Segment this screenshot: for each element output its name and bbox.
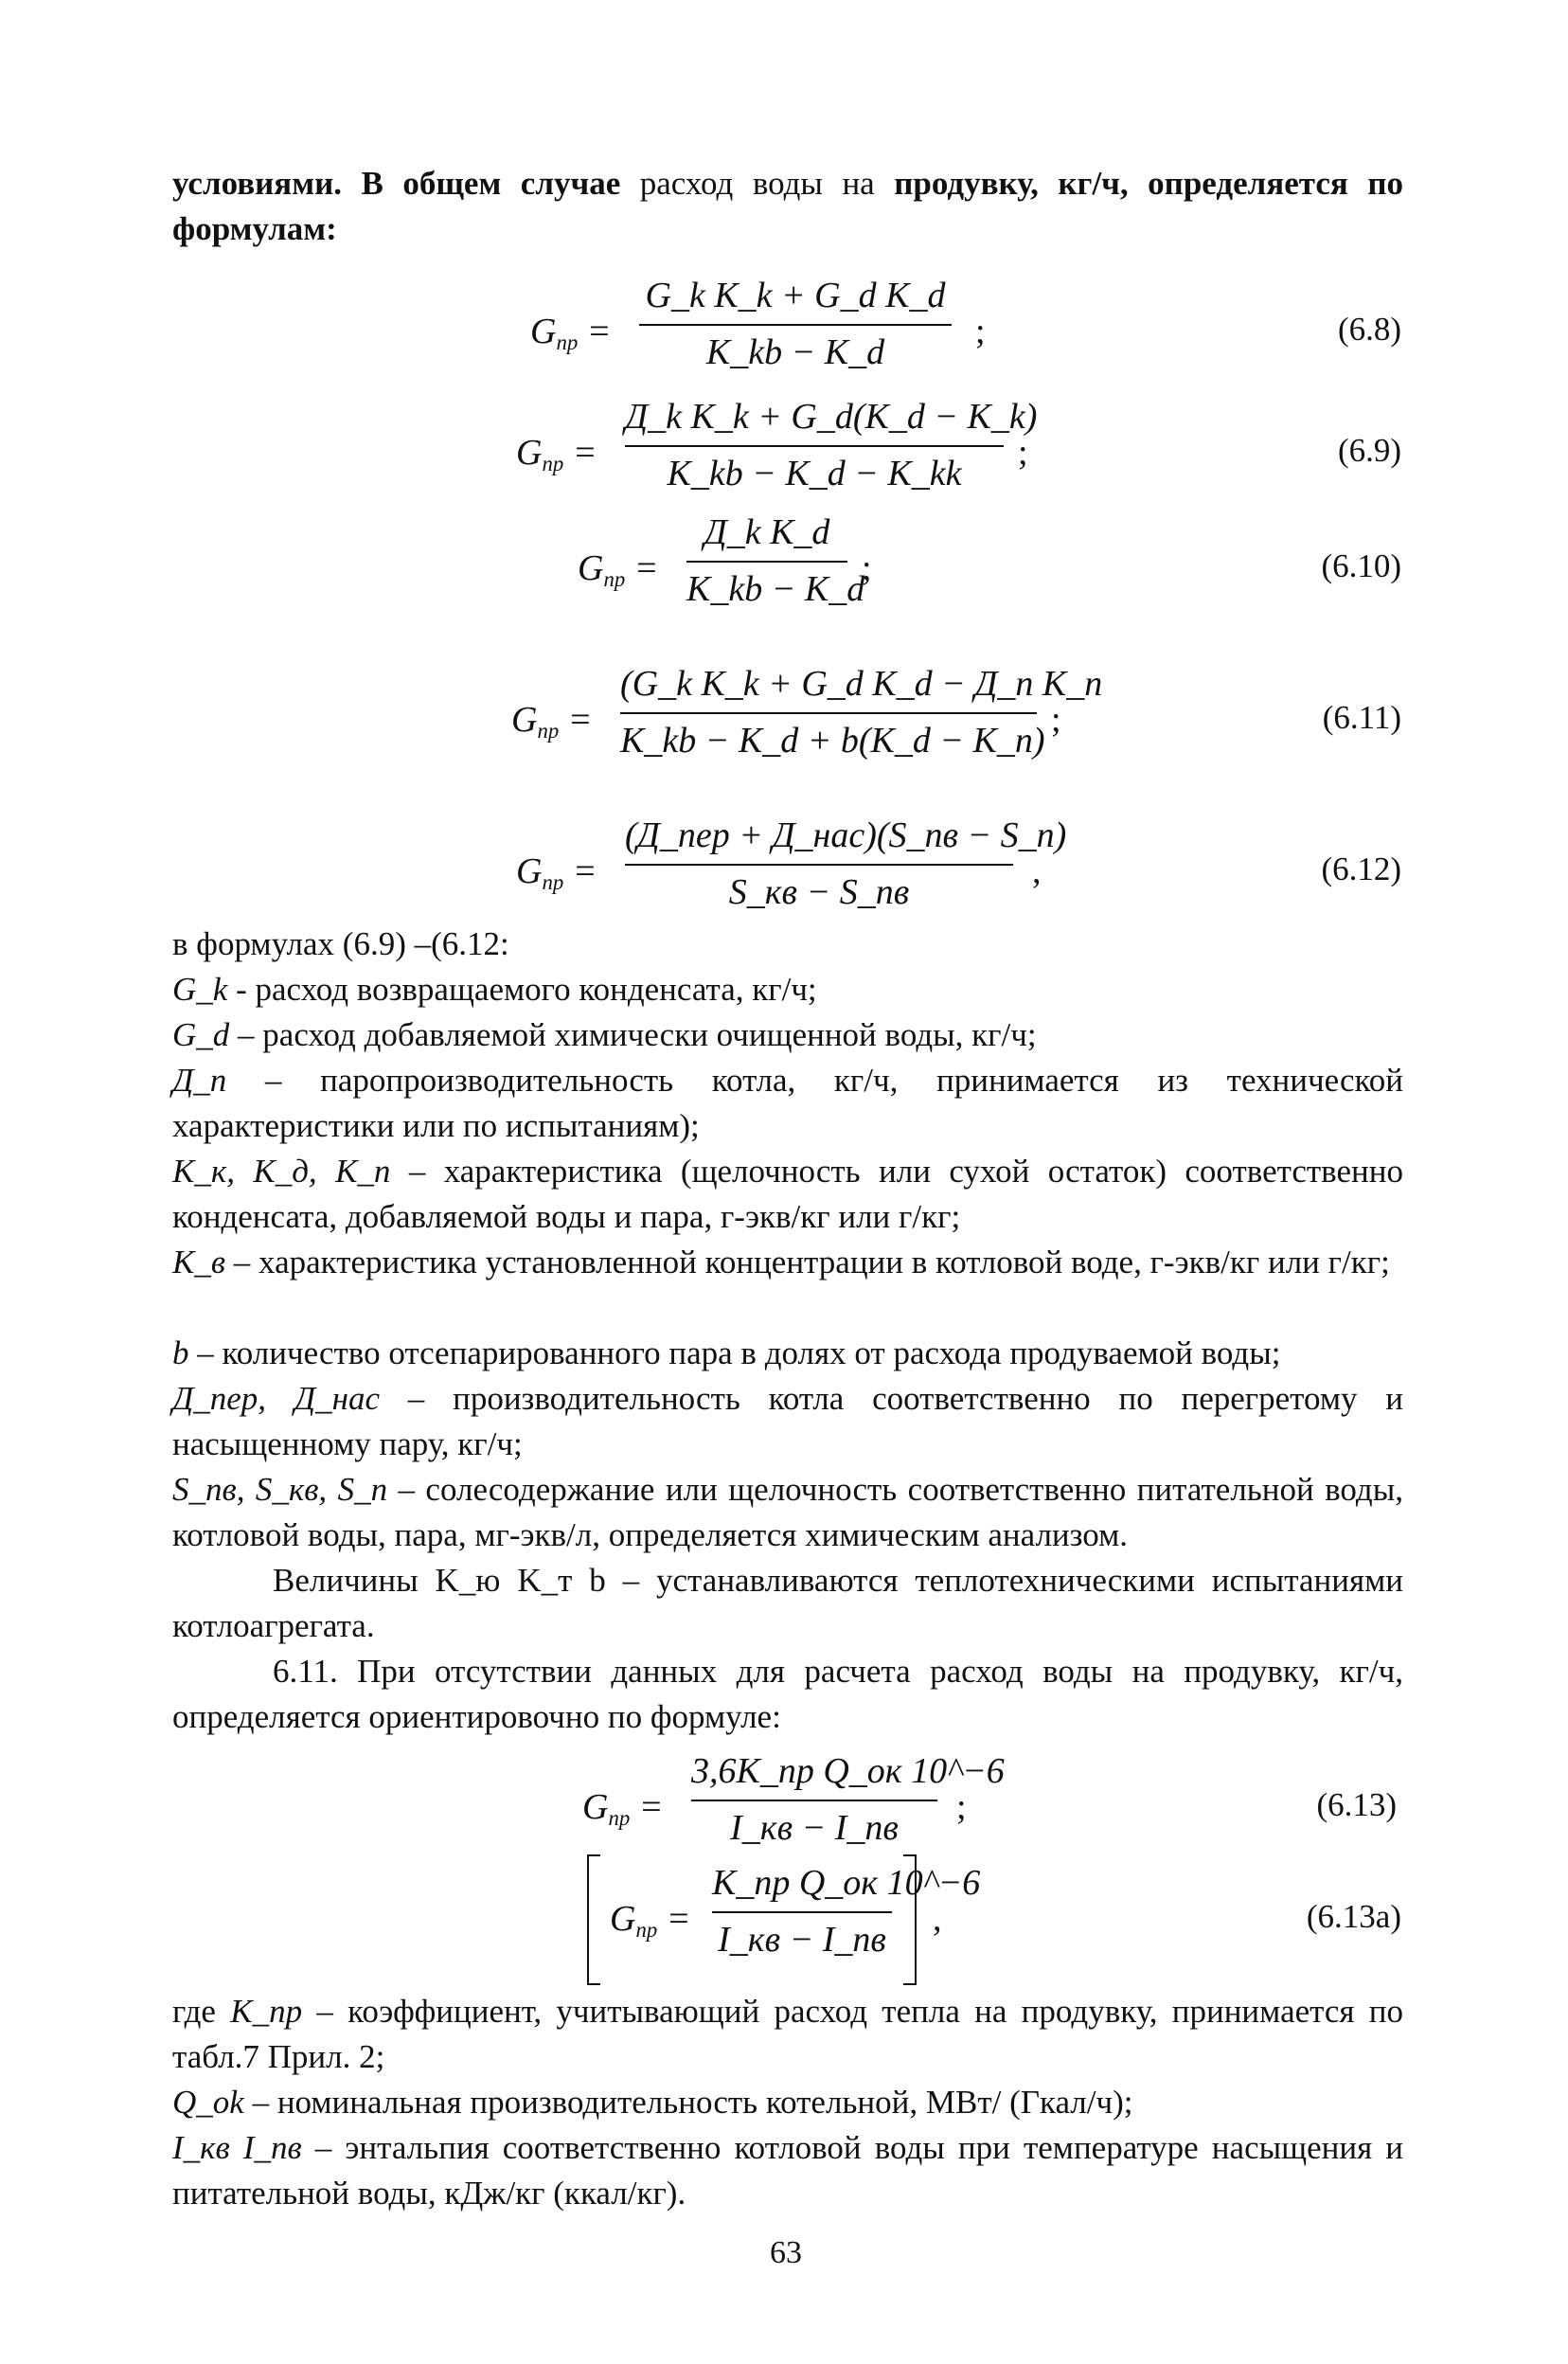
definition-symbol: Q_ok <box>172 2084 244 2121</box>
definition-symbol: S_пв, S_кв, S_п <box>172 1471 388 1508</box>
definition-symbol: G_d <box>172 1016 230 1053</box>
definition-symbol: K_к, K_д, K_п <box>172 1153 391 1190</box>
where-qok <box>172 2080 1403 2125</box>
definition-text: – количество отсепарированного пара в долях от расхода продуваемой воды; <box>188 1334 1281 1371</box>
equation-number: (6.12) <box>1321 851 1401 887</box>
definition-text: – производительность котла соответственно по перегретому и насыщенному пару, кг/ч; <box>172 1380 1404 1462</box>
formula-denominator: I_кв − I_пв <box>718 1920 886 1960</box>
page-number: 63 <box>770 2235 802 2270</box>
definition-gd <box>172 1012 1403 1058</box>
formula-tail: ; <box>1051 700 1061 740</box>
definitions-intro: в формулах (6.9) –(6.12: <box>172 925 509 962</box>
equation-number: (6.13) <box>1316 1786 1397 1823</box>
definition-text: – солесодержание или щелочность соответственно питательной воды, котловой воды, пара, мг-экв/л, определяется химическим анализом. <box>172 1471 1403 1553</box>
definition-gk <box>172 967 1403 1012</box>
formula-numerator: Д_k K_d <box>704 512 830 552</box>
equation-number: (6.13а) <box>1306 1898 1401 1935</box>
formula-6-12 <box>516 815 1401 938</box>
formula-tail: , <box>933 1899 942 1939</box>
definition-text: – коэффициент, учитывающий расход тепла на продувку, принимается по табл.7 Прил. 2; <box>172 1993 1403 2075</box>
equation-number: (6.8) <box>1337 311 1401 348</box>
formula-lhs: $G_{пр}$ = <box>511 700 593 743</box>
definition-dp <box>172 1058 1403 1149</box>
formula-tail: ; <box>975 312 986 351</box>
formula-6-13a <box>587 1862 1411 1985</box>
fraction-bar <box>620 712 1037 714</box>
equation-number: (6.9) <box>1337 432 1401 469</box>
formula-lhs: $G_{пр}$ = <box>516 433 597 475</box>
formula-numerator: 3,6K_пр Q_ок 10^−6 <box>691 1751 1005 1791</box>
formula-6-10 <box>578 511 1401 635</box>
definition-text: – расход добавляемой химически очищенной воды, кг/ч; <box>229 1016 1037 1053</box>
formula-6-11 <box>511 663 1401 786</box>
intro-normal: расход воды на <box>639 165 875 202</box>
intro-bold-2: В общем случае <box>361 165 621 202</box>
formula-numerator: Д_k K_k + G_d(K_d − K_k) <box>625 397 1038 437</box>
definition-text: – номинальная производительность котельной, МВт/ (Гкал/ч); <box>243 2084 1133 2121</box>
definition-symbol: I_кв I_пв <box>172 2129 302 2166</box>
definition-text: – характеристика установленной концентрации в котловой воде, г-экв/кг или г/кг; <box>225 1244 1390 1280</box>
formula-numerator: (G_k K_k + G_d K_d − Д_n K_n <box>620 664 1103 704</box>
formula-lhs: $G_{пр}$ = <box>582 1787 664 1830</box>
equation-number: (6.11) <box>1322 699 1401 736</box>
fraction-bar <box>625 445 1004 447</box>
section-6-11-paragraph: 6.11. При отсутствии данных для расчета расход воды на продувку, кг/ч, определяется ориентировочно по формуле: <box>172 1653 1403 1735</box>
definition-text: – характеристика (щелочность или сухой остаток) соответственно конденсата, добавляемой воды и пара, г-экв/кг или г/кг; <box>172 1153 1403 1235</box>
where-prefix: где <box>172 1993 231 2030</box>
fraction-bar <box>686 561 847 563</box>
formula-numerator: (Д_пер + Д_нас)(S_пв − S_п) <box>625 815 1067 855</box>
intro-paragraph <box>172 161 1403 252</box>
intro-bold-1: условиями. <box>172 165 342 202</box>
formula-lhs: $G_{пр}$ = <box>610 1899 691 1942</box>
fraction-bar <box>639 324 952 326</box>
formula-tail: ; <box>862 548 872 588</box>
right-bracket <box>903 1854 917 1985</box>
formula-numerator: K_пр Q_ок 10^−6 <box>712 1863 981 1903</box>
where-i <box>172 2125 1403 2216</box>
formula-6-8 <box>530 275 1401 398</box>
definition-symbol: K_пр <box>230 1993 303 2030</box>
equation-number: (6.10) <box>1321 547 1401 584</box>
definition-symbol: Д_п <box>172 1062 227 1099</box>
formula-denominator: K_kb − K_d <box>705 332 885 372</box>
formula-tail: , <box>1032 851 1042 891</box>
formula-denominator: K_kb − K_d <box>686 569 865 609</box>
definition-text: – паропроизводительность котла, кг/ч, принимается из технической характеристики или по испытаниям); <box>172 1062 1403 1144</box>
formula-lhs: $G_{пр}$ = <box>516 851 597 894</box>
formula-6-9 <box>516 396 1401 519</box>
fraction-bar <box>625 864 1013 866</box>
definition-symbol: G_k <box>172 971 228 1008</box>
definition-k <box>172 1149 1403 1240</box>
definition-kv <box>172 1240 1403 1285</box>
definition-text: – энтальпия соответственно котловой воды при температуре насыщения и питательной воды, кДж/кг (ккал/кг). <box>172 2129 1403 2212</box>
definition-symbol: K_в <box>172 1244 226 1280</box>
formula-numerator: G_k K_k + G_d K_d <box>645 276 946 315</box>
where-kpr <box>172 1989 1403 2080</box>
definition-symbol: b <box>172 1334 189 1371</box>
definition-b <box>172 1331 1403 1376</box>
formula-lhs: $G_{пр}$ = <box>578 548 659 591</box>
definition-dper <box>172 1376 1403 1467</box>
formula-6-13 <box>582 1750 1411 1873</box>
fraction-bar <box>691 1800 937 1801</box>
formula-denominator: I_кв − I_пв <box>730 1808 899 1848</box>
left-bracket <box>587 1854 600 1985</box>
formula-tail: ; <box>956 1787 967 1827</box>
fraction-bar <box>712 1911 892 1913</box>
formula-denominator: S_кв − S_пв <box>728 872 910 912</box>
formula-denominator: K_kb − K_d + b(K_d − K_n) <box>620 721 1045 761</box>
definition-text: - расход возвращаемого конденсата, кг/ч; <box>227 971 817 1008</box>
intro-bold-3: продувку, кг/ч, определяется по формулам: <box>172 165 1403 247</box>
formula-denominator: K_kb − K_d − K_kk <box>667 454 962 493</box>
definition-symbol: Д_пер, Д_нас <box>172 1380 381 1417</box>
definition-s <box>172 1467 1403 1558</box>
formula-tail: ; <box>1018 433 1028 473</box>
formula-lhs: $G_{пр}$ = <box>530 312 612 354</box>
values-paragraph: Величины K_ю K_т b – устанавливаются теплотехническими испытаниями котлоагрегата. <box>172 1562 1403 1644</box>
